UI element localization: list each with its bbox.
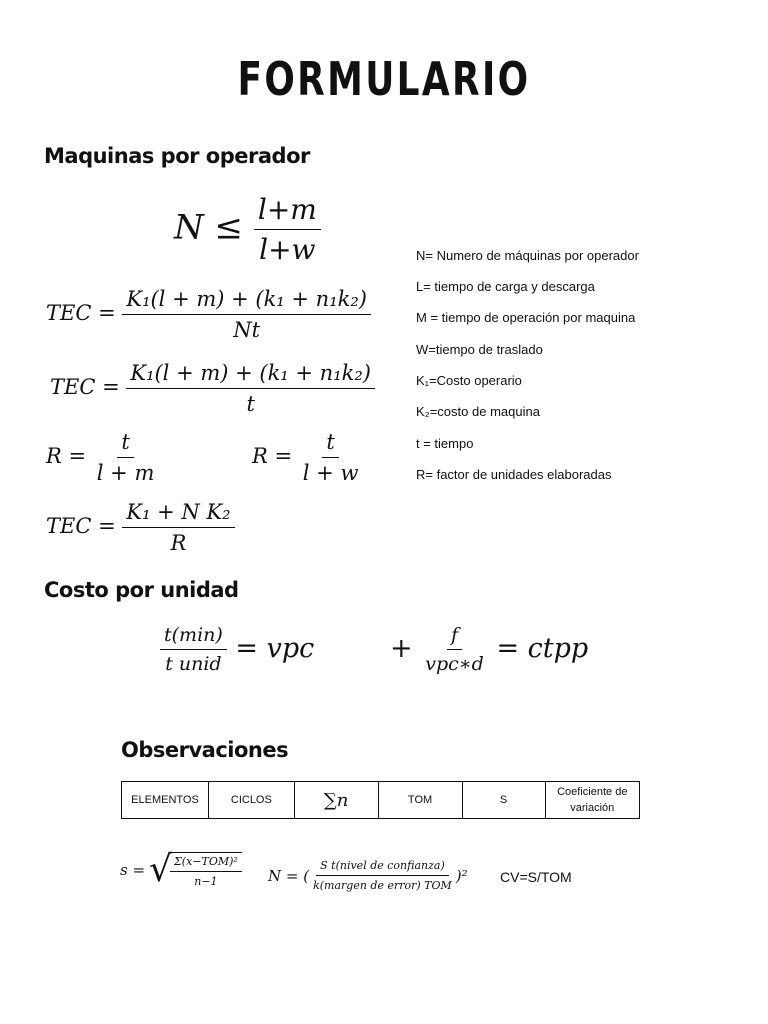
formula-tec1-lhs: TEC =: [46, 301, 116, 325]
legend-item: W=tiempo de traslado: [416, 342, 543, 357]
formula-vpc-numerator: t(min): [160, 624, 227, 650]
formula-tec3-denominator: R: [170, 531, 187, 555]
formula-n-fraction: [254, 193, 321, 266]
sqrt-symbol: √: [149, 849, 172, 890]
formula-tec1-fraction: [122, 287, 371, 342]
formula-tec2-lhs: TEC =: [50, 375, 120, 399]
formula-r-1: [46, 430, 158, 485]
formula-tec3-numerator: K₁ + N K₂: [122, 500, 234, 528]
formula-tec2-denominator: t: [246, 392, 255, 416]
formula-r1-denominator: l + m: [96, 461, 155, 485]
formula-n-denominator: l+w: [259, 233, 316, 266]
formula-r1-fraction: [93, 430, 159, 485]
table-header-cell: ∑n: [294, 782, 378, 819]
legend-item: t = tiempo: [416, 436, 474, 451]
legend-item: K₂=costo de maquina: [416, 404, 540, 419]
formula-tec3-lhs: TEC =: [46, 514, 116, 538]
formula-vpc-denominator: t unid: [165, 653, 222, 675]
formula-n-lhs: N ≤: [174, 207, 244, 248]
formula-ctpp-denominator: vpc∗d: [425, 653, 484, 675]
formula-r2-numerator: t: [322, 430, 338, 458]
formula-s: [120, 849, 242, 890]
formula-n-muestra: [268, 859, 468, 892]
observaciones-table: [121, 781, 640, 819]
formula-tec3-fraction: [122, 500, 234, 555]
formula-n2-denominator: k(margen de error) TOM: [313, 879, 452, 892]
formula-r2-lhs: R =: [252, 444, 293, 468]
formula-r-2: [252, 430, 362, 485]
formula-n-maquinas: [174, 193, 321, 266]
table-row: [122, 782, 640, 819]
formula-ctpp: [390, 624, 588, 675]
table-header-cell: ELEMENTOS: [122, 782, 209, 819]
table-header-cell: Coeficiente de variación: [545, 782, 639, 819]
formula-n2-rhs: )²: [455, 866, 468, 885]
formula-vpc-fraction: [160, 624, 227, 675]
legend-item: R= factor de unidades elaboradas: [416, 467, 612, 482]
formula-ctpp-rhs: = ctpp: [496, 633, 589, 664]
formula-n2-fraction: [309, 859, 456, 892]
formula-n-numerator: l+m: [254, 193, 321, 230]
legend-item: L= tiempo de carga y descarga: [416, 279, 595, 294]
formula-r2-denominator: l + w: [302, 461, 359, 485]
formula-n2-numerator: S t(nivel de confianza): [316, 859, 449, 876]
formula-ctpp-numerator: f: [447, 624, 462, 650]
formula-tec1-numerator: K₁(l + m) + (k₁ + n₁k₂): [122, 287, 371, 315]
legend-item: N= Numero de máquinas por operador: [416, 248, 639, 263]
formula-s-lhs: s =: [120, 861, 146, 879]
formula-s-fraction: [170, 852, 242, 888]
section-costo-heading: Costo por unidad: [44, 578, 239, 602]
legend-item: M = tiempo de operación por maquina: [416, 310, 636, 325]
table-header-cell: S: [462, 782, 545, 819]
table-header-cell: TOM: [378, 782, 462, 819]
formula-vpc: [160, 624, 314, 675]
formula-tec-1: [46, 287, 371, 342]
formula-vpc-rhs: = vpc: [235, 633, 315, 664]
formula-tec2-numerator: K₁(l + m) + (k₁ + n₁k₂): [126, 361, 375, 389]
formula-tec-3: [46, 500, 235, 555]
table-header-cell: CICLOS: [209, 782, 295, 819]
formula-n2-lhs: N = (: [268, 866, 310, 885]
formula-r2-fraction: [299, 430, 363, 485]
formula-s-denominator: n−1: [194, 875, 218, 888]
section-observaciones-heading: Observaciones: [121, 738, 289, 762]
legend-item: K₁=Costo operario: [416, 373, 522, 388]
formula-tec2-fraction: [126, 361, 375, 416]
formula-tec-2: [50, 361, 375, 416]
page-title: FORMULARIO: [237, 52, 531, 106]
section-maquinas-heading: Maquinas por operador: [44, 144, 310, 168]
formula-cv: CV=S/TOM: [500, 869, 572, 885]
formula-ctpp-plus: +: [390, 633, 413, 664]
formula-ctpp-fraction: [421, 624, 488, 675]
formula-r1-lhs: R =: [46, 444, 87, 468]
formula-s-numerator: Σ(x−TOM)²: [170, 855, 242, 872]
formula-r1-numerator: t: [117, 430, 133, 458]
formula-tec1-denominator: Nt: [233, 318, 261, 342]
